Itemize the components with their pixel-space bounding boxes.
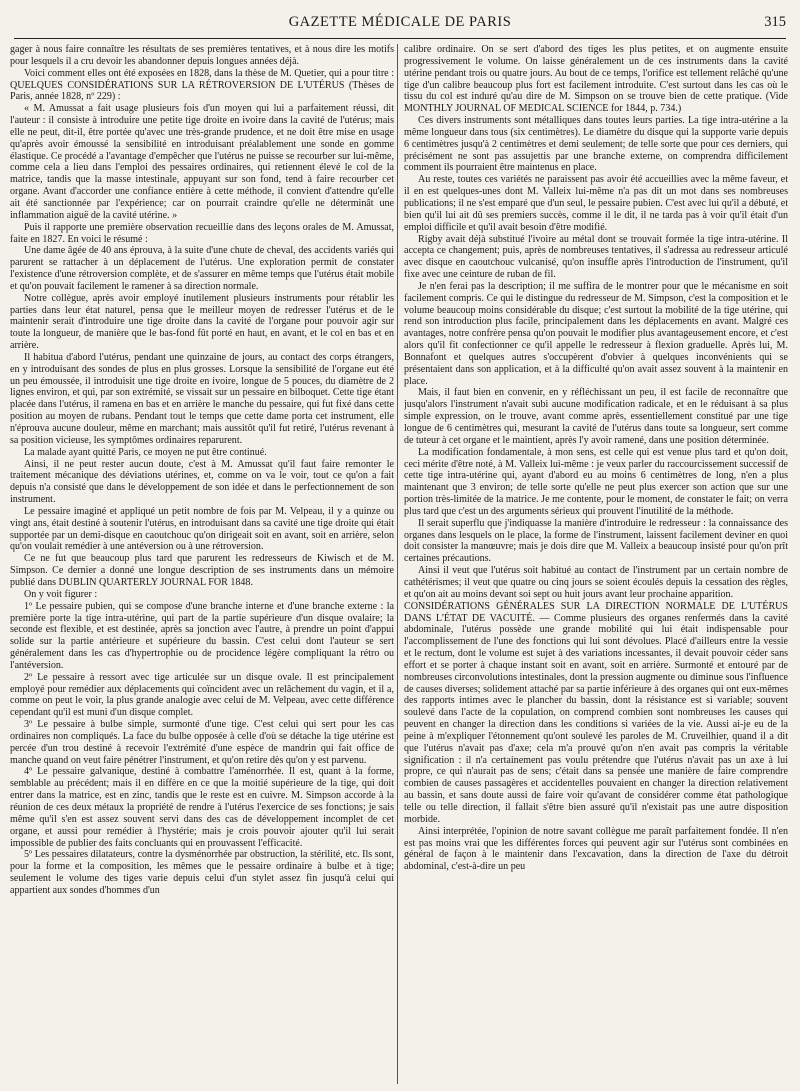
journal-title: GAZETTE MÉDICALE DE PARIS: [288, 14, 512, 30]
page-number: 315: [764, 14, 786, 30]
paragraph: Ainsi, il ne peut rester aucun doute, c'est à M. Amussat qu'il faut faire remonter le traitement mécanique des déviations utérines, et, comme on va le voir, tout ce qu'on a fait depuis n'a consisté que dans le développement de son idée et dans le perfectionnement de son instrument.: [10, 458, 394, 506]
paragraph: 5º Les pessaires dilatateurs, contre la dysménorrhée par obstruction, la stérilité, etc. Ils sont, pour la forme et la composition, les mêmes que le pessaire ordinaire à bulbe et à tige; seulement le volume des tiges varie depuis celui d'un stylet assez fin jusqu'à celui qui appartient aux sondes d'hommes d'un: [10, 849, 394, 896]
paragraph: calibre ordinaire. On se sert d'abord des tiges les plus petites, et on augmente ensuite progressivement le volume. On laisse généralement un de ces instruments dans la cavité utérine pendant trois ou quatre jours. Au bout de ce temps, l'orifice est tellement relâché qu'une tige d'un calibre beaucoup plus fort est facilement introduite. C'est surtout dans les cas où le tissu du col est induré qu'au dire de M. Simpson on se trouve bien de cette pratique. (Vide MONTHLY JOURNAL OF MEDICAL SCIENCE for 1844, p. 734.): [404, 44, 788, 115]
paragraph: Rigby avait déjà substitué l'ivoire au métal dont se trouvait formée la tige intra-utérine. Il accepta ce changement; puis, après de nombreuses tentatives, il s'adressa au redresseur articulé avec disque en caoutchouc vulcanisé, qu'on insuffle après l'introduction de l'instrument, qu'il fixe avec une ceinture de ruban de fil.: [404, 233, 788, 281]
paragraph: Ce ne fut que beaucoup plus tard que parurent les redresseurs de Kiwisch et de M. Simpson. Ce dernier a donné une longue description de ses instruments dans un mémoire publié dans DUBLIN QUARTERLY JOURNAL FOR 1848.: [10, 553, 394, 588]
paragraph: Au reste, toutes ces variétés ne paraissent pas avoir été accueillies avec la même faveur, et il en est quelques-unes dont M. Valleix lui-même n'a pas dit un mot dans ses nombreuses publications; il ne s'est emparé que d'un seul, le pessaire pubien. C'est avec lui qu'il a débuté, et bien qu'il lui ait dû ses premiers succès, comme il le dit, il ne tarda pas à voir qu'il était d'un emploi difficile et qu'il avait besoin d'être modifié.: [404, 174, 788, 233]
paragraph: 1º Le pessaire pubien, qui se compose d'une branche interne et d'une branche externe : la première porte la tige intra-utérine, qui part de la partie supérieure d'un disque ovalaire; la seconde est flexible, et est destinée, après sa jonction avec l'autre, à prendre un point d'appui solide sur la partie antérieure et supérieure du bassin. C'est celui dont l'auteur se sert généralement dans les cas d'hypertrophie ou de procidence légère compliquant la rétro ou l'antéversion.: [10, 600, 394, 671]
paragraph: Une dame âgée de 40 ans éprouva, à la suite d'une chute de cheval, des accidents variés qui parurent se rattacher à un déplacement de l'utérus. Une exploration permit de constater l'existence d'une rétroversion complète, et de s'assurer en même temps que l'utérus était mobile et qu'on pouvait facilement le ramener à sa direction normale.: [10, 245, 394, 292]
paragraph: Il serait superflu que j'indiquasse la manière d'introduire le redresseur : la connaissance des organes dans lesquels on le place, la forme de l'instrument, laissent facilement deviner en quoi doit consister la manœuvre; mais je dois dire que M. Valleix a beaucoup insisté pour qu'on prît certaines précautions.: [404, 517, 788, 565]
paragraph: 3º Le pessaire à bulbe simple, surmonté d'une tige. C'est celui qui sert pour les cas ordinaires non compliqués. La face du bulbe opposée à celle d'où se détache la tige utérine est percée d'un trou destiné à recevoir l'extrémité d'une espèce de mandrin qui fait office de manche quand on veut faire pénétrer l'instrument, et qu'on retire dès qu'on y est parvenu.: [10, 719, 394, 766]
paragraph: Ainsi interprétée, l'opinion de notre savant collègue me paraît parfaitement fondée. Il n'en est pas moins vrai que les différentes forces qui peuvent agir sur l'utérus sont combinées en général de façon à le maintenir dans l'excavation, dans la direction de l'axe du détroit abdominal, c'est-à-dire un peu: [404, 825, 788, 873]
paragraph: Ces divers instruments sont métalliques dans toutes leurs parties. La tige intra-utérine a la même longueur dans tous (six centimètres). Le diamètre du disque qui la supporte varie depuis 6 centimètres jusqu'à 2 centimètres et demi seulement; de telle sorte que pour ces derniers, qui précisément ne sont pas assujettis par une branche externe, on comprendra difficilement comment ils pourraient être maintenus en place.: [404, 115, 788, 174]
paragraph: Notre collègue, après avoir employé inutilement plusieurs instruments pour rétablir les parties dans leur état naturel, pensa que le meilleur moyen de redresser l'utérus et de le maintenir serait d'introduire une tige droite dans la cavité de l'organe pour pouvoir agir sur toute la longueur, de manière que le bas-fond fût porté en haut, en avant, et le col en bas et en arrière.: [10, 292, 394, 352]
left-column: [10, 44, 394, 1084]
paragraph: CONSIDÉRATIONS GÉNÉRALES SUR LA DIRECTION NORMALE DE L'UTÉRUS DANS L'ÉTAT DE VACUITÉ. — Comme plusieurs des organes renfermés dans la cavité abdominale, l'utérus possède une grande mobilité qui lui était indispensable pour l'accomplissement de l'une des fonctions qui lui sont dévolues. Placé d'ailleurs entre la vessie et le rectum, dont le volume est sujet à des variations incessantes, il devait pouvoir céder sans effort et se porter à chaque instant soit en avant, soit en arrière. Surmonté et entouré par de nombreuses circonvolutions intestinales, dont la pression augmente ou diminue sous l'influence de causes diverses; solidement attaché par sa partie inférieure à des organes qui ont eux-mêmes des rapports intimes avec le plancher du bassin, dont la résistance est si variable; souvent soulevé dans l'acte de la copulation, on comprend combien sont nombreuses les causes qui peuvent en changer la direction dans les conditions si variées de la vie. Aussi ai-je eu de la peine à m'expliquer l'étonnement qu'ont soulevé les paroles de M. Cruveilhier, quand il a dit que l'utérus n'avait pas d'axe; cela m'a prouvé qu'on n'en avait pas compris la véritable signification : il n'a certainement pas voulu prétendre que l'utérus n'avait pas un axe à lui propre, ce qui n'aurait pas de sens; c'était dans sa pensée une manière de faire comprendre combien de causes passagères et accidentelles pouvaient en changer la direction relativement au bassin, et sans doute aussi de faire voir qu'avant de considérer comme état pathologique telle ou telle direction, il fallait s'être bien assuré qu'il n'existait pas une autre disposition morbide.: [404, 600, 788, 825]
paragraph: Mais, il faut bien en convenir, en y réfléchissant un peu, il est facile de reconnaître que jusqu'alors l'instrument n'avait subi aucune modification radicale, et en le réduisant à sa plus simple expression, on le trouve, avant comme après, essentiellement constitué par une tige longue de 6 centimètres qui, mesurant la cavité de l'utérus dans toute sa longueur, sert comme de tuteur à cet organe et le maintient, après l'y avoir ramené, dans une position déterminée.: [404, 387, 788, 446]
paragraph: La modification fondamentale, à mon sens, est celle qui est venue plus tard et qu'on doit, ceci mérite d'être noté, à M. Valleix lui-même : je veux parler du raccourcissement successif de cette tige intra-utérine qui, ayant d'abord eu au moins 6 centimètres de long, n'en a plus maintenant que 3 environ; de telle sorte qu'elle ne peut plus exercer son action que sur une portion très-limitée de la matrice. Je me contente, pour le moment, de constater le fait; on verra plus tard que c'est un des arguments sérieux qui prouvent l'inutilité de la méthode.: [404, 446, 788, 517]
paragraph: « M. Amussat a fait usage plusieurs fois d'un moyen qui lui a parfaitement réussi, dit l'auteur : il consiste à introduire une petite tige droite en ivoire dans la cavité de l'utérus; mais elle ne peut, dit-il, être portée qu'avec une très-grande prudence, et ne doit être mise en usage qu'après avoir émoussé la sensibilité en introduisant préalablement une sonde en gomme élastique. Ce procédé a l'avantage d'empêcher que l'utérus ne puisse se recourber sur lui-même, comme cela a lieu dans l'emploi des pessaires ordinaires, qui retiennent élevé le col de la matrice, tandis que la masse intestinale, appuyant sur son fond, tend à faire recourber cet organe. Avant d'accorder une confiance entière à cette méthode, il convient d'attendre qu'elle ait été sanctionnée par l'expérience; car on pourrait craindre qu'elle ne déterminât une inflammation aiguë de la cavité utérine. »: [10, 103, 394, 221]
paragraph: Voici comment elles ont été exposées en 1828, dans la thèse de M. Quetier, qui a pour titre : QUELQUES CONSIDÉRATIONS SUR LA RÉTROVERSION DE L'UTÉRUS (Thèses de Paris, année 1828, nº 229) :: [10, 67, 394, 103]
paragraph: Je n'en ferai pas la description; il me suffira de le montrer pour que le mécanisme en soit facilement compris. Ce qui le distingue du redresseur de M. Simpson, c'est la composition et le volume beaucoup moins considérable du disque; c'est surtout la mobilité de la tige utérine, qui rend son introduction plus facile, principalement dans les déplacements en avant. Malgré ces avantages, notre confrère pensa qu'on pouvait le modifier plus avantageusement encore, et c'est alors qu'il fit confectionner ce qu'il appelle le redresseur à flexion graduelle. Après lui, M. Bonnafont et quelques autres s'occupèrent d'obvier à quelques inconvénients qui se présentaient dans son application, et à la difficulté qu'on avait assez souvent à la maintenir en place.: [404, 280, 788, 387]
right-column: [404, 44, 788, 1084]
paragraph: Puis il rapporte une première observation recueillie dans des leçons orales de M. Amussat, faite en 1827. En voici le résumé :: [10, 221, 394, 245]
paragraph: Il habitua d'abord l'utérus, pendant une quinzaine de jours, au contact des corps étrangers, en y introduisant des sondes de plus en plus grosses. Lorsque la sensibilité de l'organe eut été un peu émoussée, il introduisit une tige droite en ivoire, longue de 5 pouces, du diamètre de 2 lignes environ, et qui, par son extrémité, se vissait sur un pessaire en bilboquet. Cette tige étant placée dans l'utérus, il ramena en bas et en arrière le manche du pessaire, qui fut fixé dans cette position au moyen de rubans. Pendant tout le temps que cette dame porta cet instrument, elle n'éprouva aucune douleur, même en marchant; mais aussitôt qu'il fut retiré, l'utérus revenant à sa position vicieuse, les symptômes ordinaires reparurent.: [10, 351, 394, 446]
page-header: [14, 12, 786, 39]
paragraph: gager à nous faire connaître les résultats de ses premières tentatives, et à nous dire les motifs pour lesquels il a cru devoir les abandonner depuis longues années déjà.: [10, 44, 394, 67]
paragraph: 2º Le pessaire à ressort avec tige articulée sur un disque ovale. Il est principalement employé pour remédier aux déplacements qui coïncident avec un relâchement du vagin, et il a, comme on peut le voir, la plus grande analogie avec celui de M. Velpeau, avec cette différence cependant qu'il est muni d'un disque complet.: [10, 671, 394, 719]
column-divider: [397, 44, 398, 1084]
paragraph: On y voit figurer :: [24, 588, 98, 600]
paragraph: La malade ayant quitté Paris, ce moyen ne put être continué.: [24, 446, 267, 458]
paragraph: 4º Le pessaire galvanique, destiné à combattre l'aménorrhée. Il est, quant à la forme, semblable au précédent; mais il en diffère en ce que la moitié supérieure de la tige, qui doit entrer dans la matrice, est en zinc, tandis que le reste est en cuivre. M. Simpson accorde à la réunion de ces deux métaux la propriété de rendre à l'utérus l'exercice de ses fonctions; je sais même qu'il s'en est assez souvent servi dans des cas de développement incomplet de cet organe, et aussi pour remédier à l'hystérie; mais je crois pouvoir ajouter qu'il lui serait impossible de publier des faits concluants qui en prouvassent l'efficacité.: [10, 766, 394, 849]
paragraph: Ainsi il veut que l'utérus soit habitué au contact de l'instrument par un certain nombre de cathétérismes; il veut que quatre ou cinq jours se soient écoulés depuis la cessation des règles, et qu'on ait au moins devant soi sept ou huit jours avant leur prochaine apparition.: [404, 565, 788, 600]
paragraph: Le pessaire imaginé et appliqué un petit nombre de fois par M. Velpeau, il y a quinze ou vingt ans, était destiné à soutenir l'utérus, en introduisant dans sa cavité une tige droite qui était supportée par un demi-disque en caoutchouc qu'on dirigeait soit en avant, soit en arrière, selon qu'on voulait remédier à une antéversion ou à une rétroversion.: [10, 505, 394, 553]
